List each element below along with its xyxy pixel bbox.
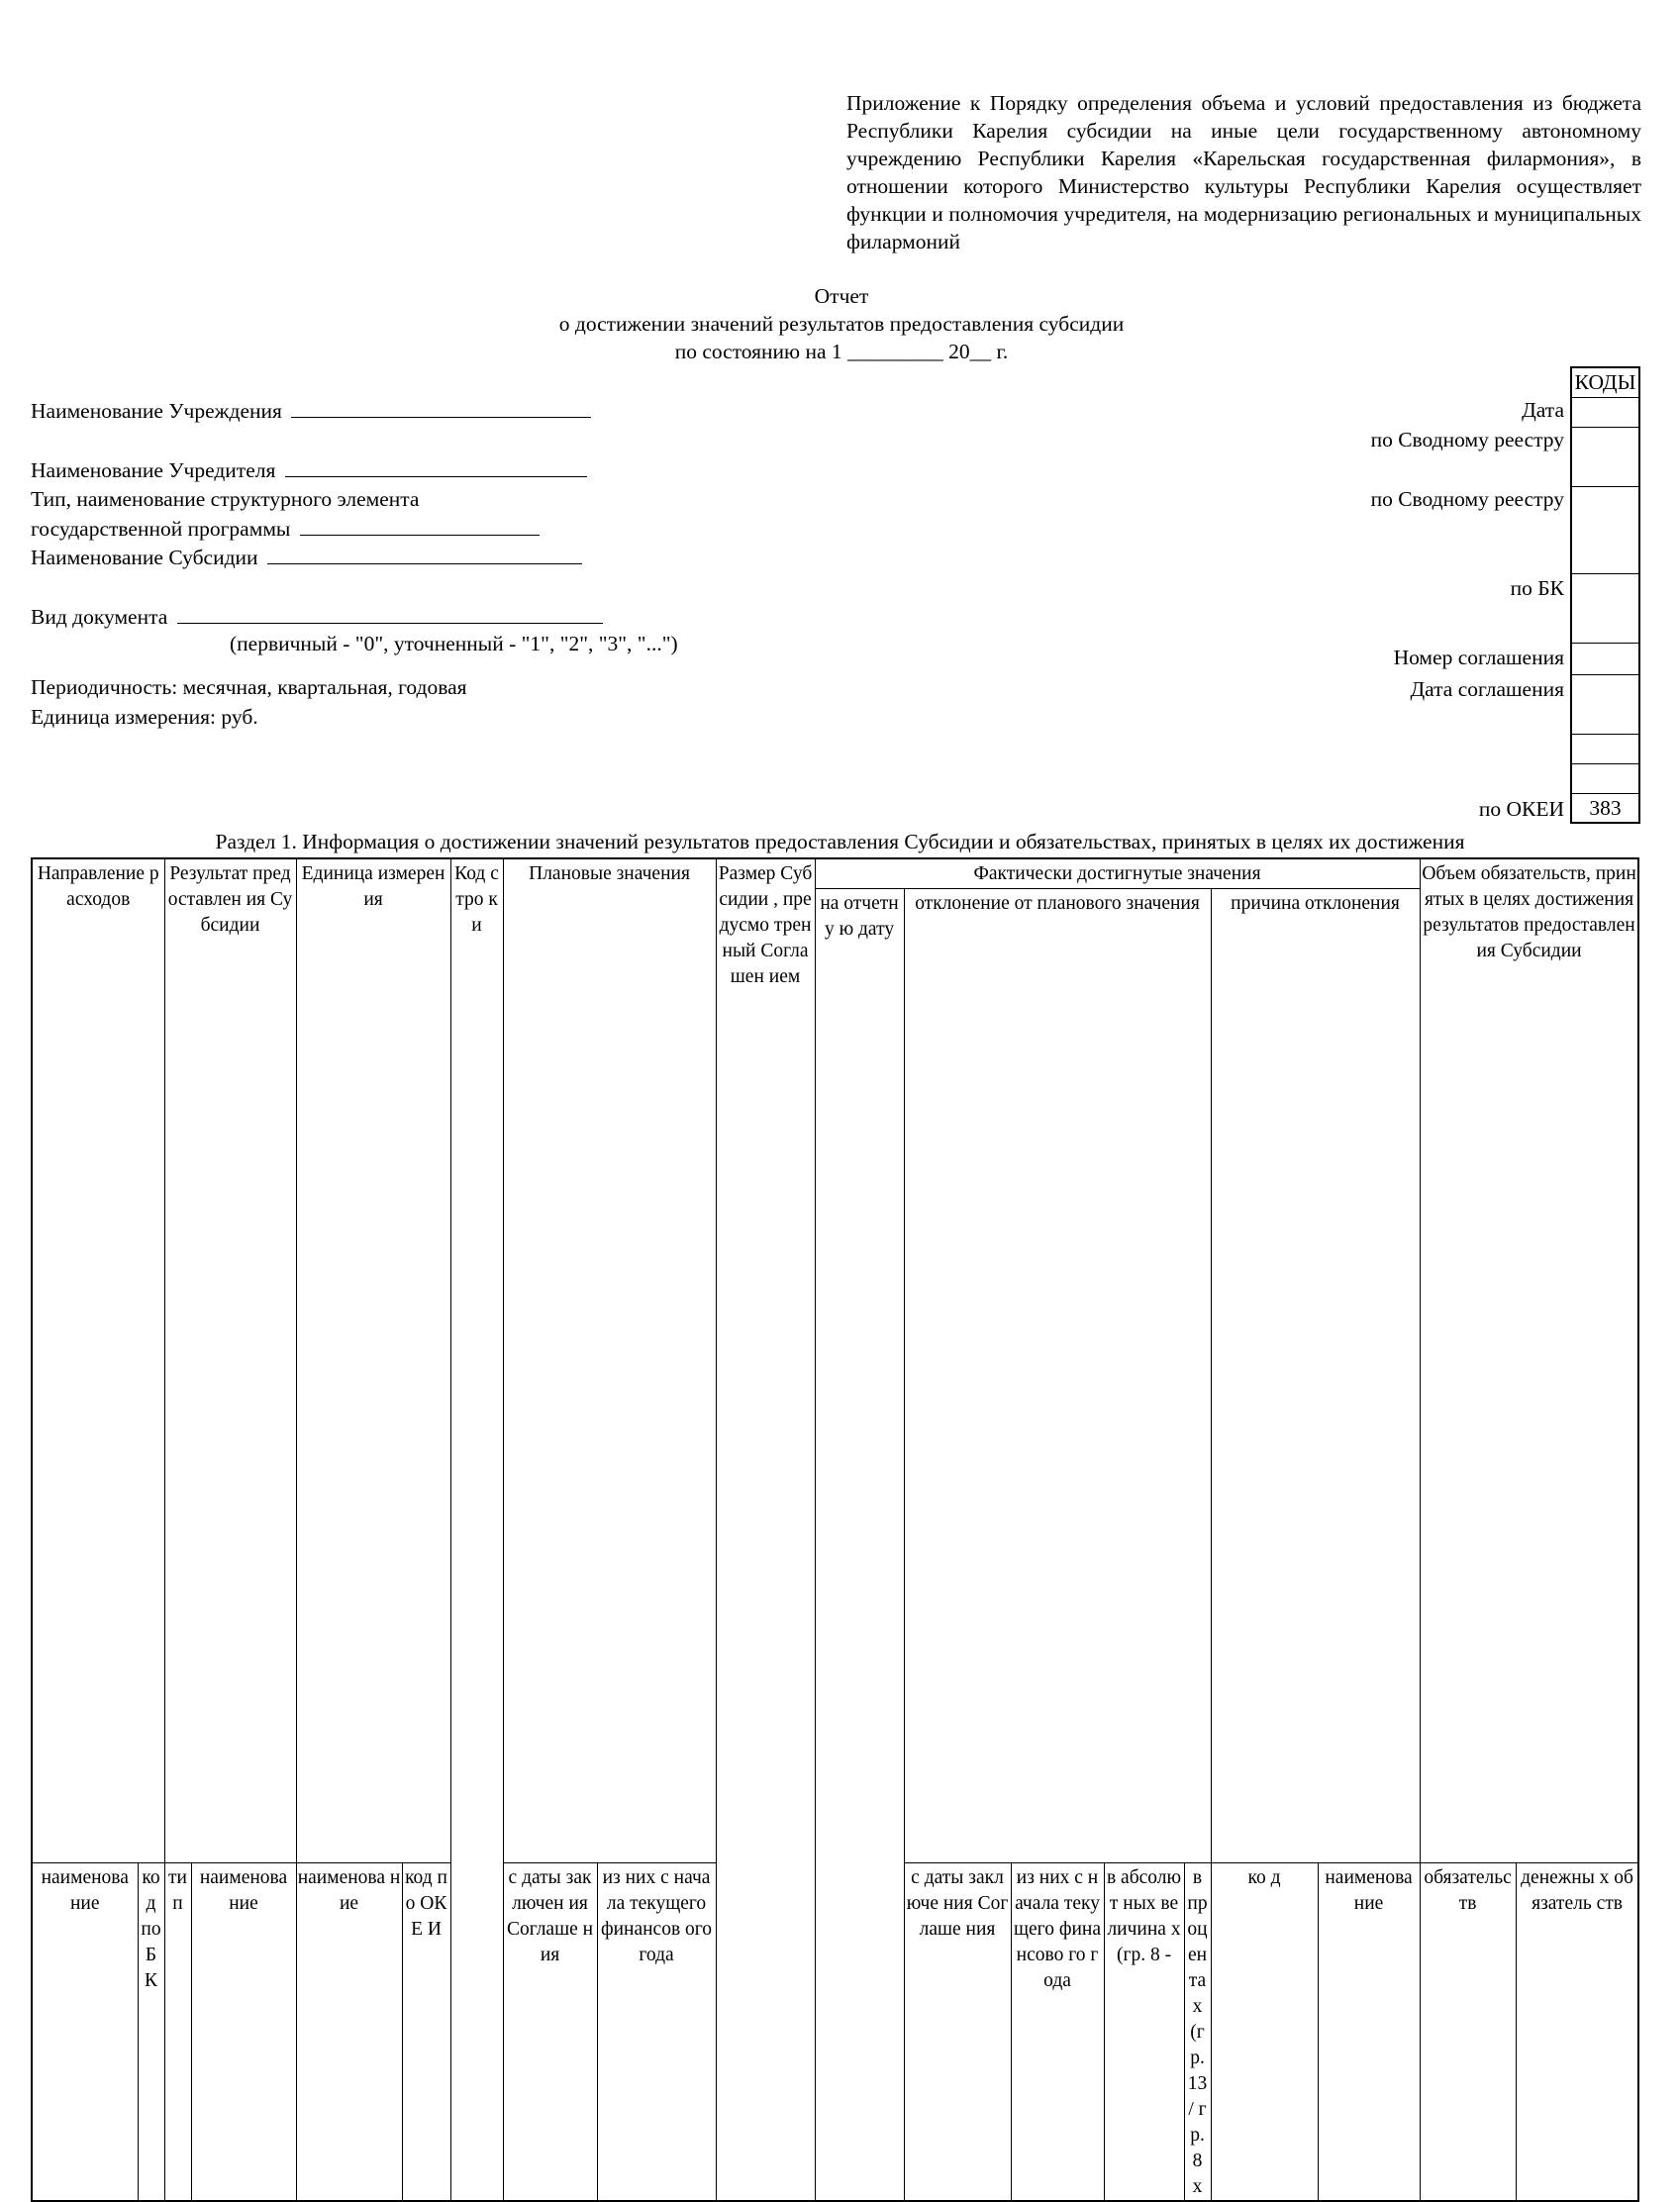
codes-table (1570, 366, 1640, 824)
registry-label-2: по Сводному реестру (1370, 487, 1564, 511)
agreement-number-label: Номер соглашения (1393, 646, 1564, 669)
col-result: Результат предоставлен ия Субсидии (164, 858, 296, 1863)
report-date-line: по состоянию на 1 _________ 20__ г. (674, 340, 1009, 363)
founder-label: Наименование Учредителя (31, 458, 276, 482)
periodicity-text: Периодичность: месячная, квартальная, годовая (31, 675, 467, 699)
code-agreement-date-cell[interactable] (1571, 674, 1639, 734)
sub-abs: в абсолют ных величина х (гр. 8 - (1104, 1863, 1184, 2202)
sub-code-bk: ко д по Б К (138, 1863, 164, 2202)
appendix-text: Приложение к Порядку определения объема и условий предоставления из бюджета Республики Карелия субсидии на иные цели государственному автономному учреждению Республики Карелия «Карельская государственная филармония», в отношении которого Министерство культуры Республики Карелия осуществляет функции и полномочия учредителя, на модернизацию региональных и муниципальных филармоний (846, 91, 1641, 253)
col-line-code: Код стро ки (450, 858, 503, 2201)
bk-label: по БК (1510, 576, 1564, 600)
code-agreement-number-cell[interactable] (1571, 643, 1639, 674)
col-size: Размер Субсидии , предусмо тренный Соглашен ием (716, 858, 815, 2201)
doc-type-input[interactable] (177, 602, 603, 624)
code-blank-cell-2[interactable] (1571, 763, 1639, 793)
report-subtitle: о достижении значений результатов предоставления субсидии (558, 312, 1125, 336)
code-bk-cell[interactable] (1571, 573, 1639, 643)
col-direction: Направление расходов (32, 858, 164, 1863)
doc-type-field (31, 602, 603, 631)
report-table (31, 857, 1639, 2202)
registry-label-1: по Сводному реестру (1370, 428, 1564, 451)
col-deviation: отклонение от планового значения (904, 888, 1211, 1863)
sub-oblig: обязательс тв (1420, 1863, 1516, 2202)
unit-text: Единица измерения: руб. (31, 705, 258, 729)
sub-plan-from: с даты заключен ия Соглаше ния (503, 1863, 597, 2202)
sub-plan-year: из них с начала текущего финансов ого года (597, 1863, 716, 2202)
sub-pct: в процен тах (гр. 13 / гр. 8 х (1184, 1863, 1211, 2202)
sub-act-year: из них с начала текущего финансово го года (1011, 1863, 1104, 2202)
doc-type-hint: (первичный - "0", уточненный - "1", "2", "3", "...") (230, 632, 678, 655)
col-actual: Фактически достигнутые значения (815, 858, 1420, 888)
code-registry-cell-2[interactable] (1571, 486, 1639, 573)
report-title: Отчет (814, 284, 869, 308)
date-label: Дата (1522, 398, 1564, 422)
col-obligations: Объем обязательств, принятых в целях достижения результатов предоставления Субсидии (1420, 858, 1638, 1863)
sub-type: ти п (164, 1863, 191, 2202)
col-reason: причина отклонения (1211, 888, 1420, 1863)
code-blank-cell[interactable] (1571, 734, 1639, 763)
institution-input[interactable] (291, 396, 591, 418)
subsidy-label: Наименование Субсидии (31, 546, 258, 569)
institution-label: Наименование Учреждения (31, 399, 282, 423)
institution-field (31, 396, 591, 425)
code-registry-cell-1[interactable] (1571, 427, 1639, 486)
founder-field (31, 455, 587, 484)
program-label-2: государственной программы (31, 517, 291, 541)
agreement-date-label: Дата соглашения (1410, 677, 1564, 701)
program-label-1: Тип, наименование структурного элемента (31, 487, 420, 511)
section-title: Раздел 1. Информация о достижении значений результатов предоставления Субсидии и обязательствах, принятых в целях их достижения (215, 830, 1465, 853)
header-row-1 (32, 858, 1638, 888)
code-date-cell[interactable] (1571, 397, 1639, 427)
sub-okei: код по ОКЕ И (402, 1863, 450, 2202)
subsidy-input[interactable] (267, 543, 582, 564)
founder-input[interactable] (285, 455, 587, 477)
program-field (31, 514, 540, 543)
okei-label: по ОКЕИ (1478, 797, 1564, 821)
col-report-date: на отчетну ю дату (815, 888, 904, 2201)
col-unit: Единица измерения (296, 858, 450, 1863)
sub-name-3: наименова ние (296, 1863, 402, 2202)
sub-money: денежны х обязатель ств (1516, 1863, 1638, 2202)
program-input[interactable] (300, 514, 540, 536)
sub-code: ко д (1211, 1863, 1318, 2202)
subsidy-field (31, 543, 582, 571)
sub-name-4: наименова ние (1318, 1863, 1420, 2202)
sub-act-from: с даты заключе ния Соглаше ния (904, 1863, 1011, 2202)
report-title-block (465, 282, 1218, 365)
sub-name-2: наименова ние (191, 1863, 296, 2202)
sub-name-1: наименова ние (32, 1863, 138, 2202)
doc-type-label: Вид документа (31, 605, 168, 629)
codes-header: КОДЫ (1571, 367, 1639, 397)
col-plan: Плановые значения (503, 858, 716, 1863)
code-okei-cell: 383 (1571, 793, 1639, 823)
